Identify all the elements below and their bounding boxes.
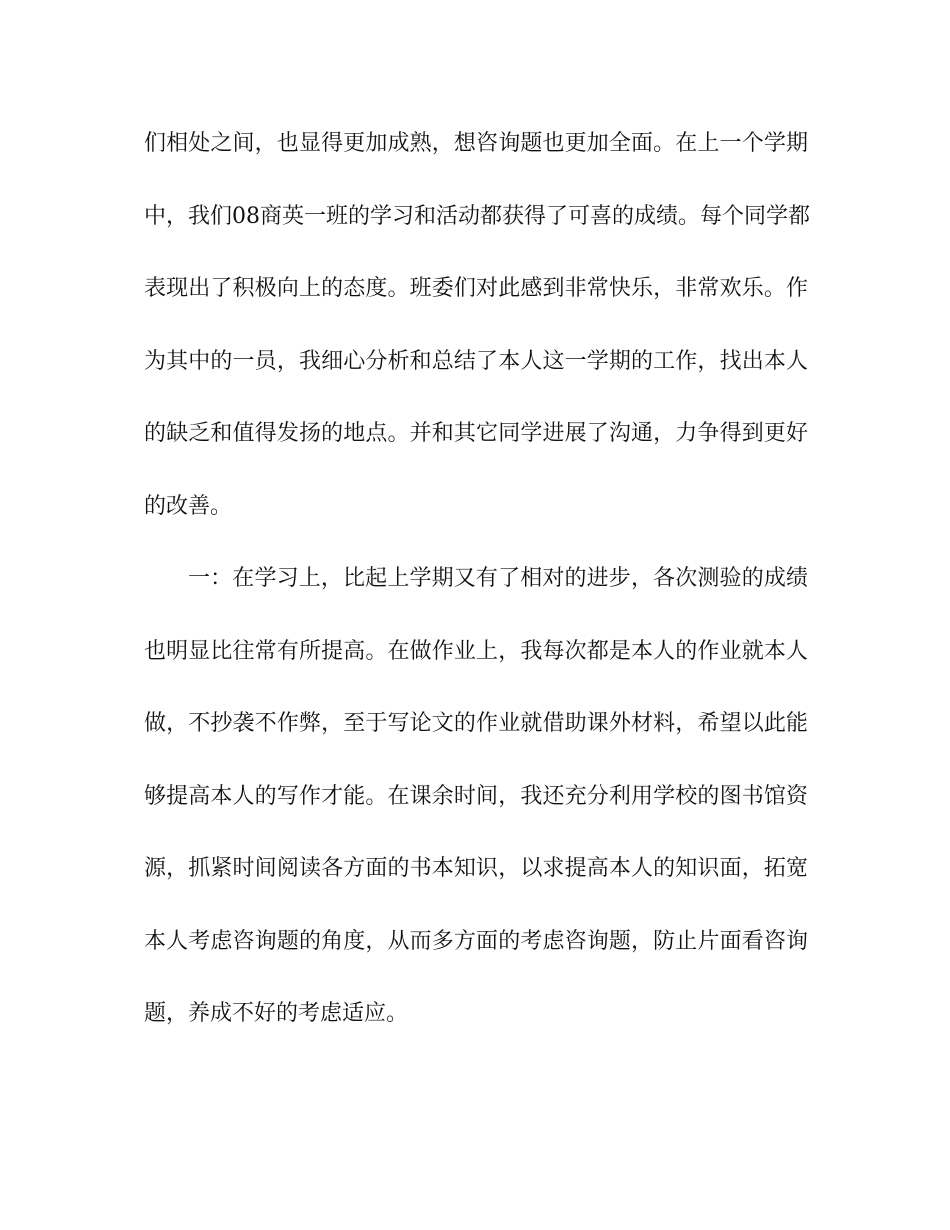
text-line-6: 的改善。: [144, 493, 233, 519]
text-line-9: 做，不抄袭不作弊，至于写论文的作业就借助课外材料，希望以此能: [144, 711, 808, 736]
text-line-5: 的缺乏和值得发扬的地点。并和其它同学进展了沟通，力争得到更好: [144, 421, 808, 446]
text-line-1: 们相处之间，也显得更加成熟，想咨询题也更加全面。在上一个学期: [144, 131, 808, 156]
text-line-10: 够提高本人的写作才能。在课余时间，我还充分利用学校的图书馆资: [144, 783, 808, 809]
text-line-4: 为其中的一员，我细心分析和总结了本人这一学期的工作，找出本人: [144, 348, 808, 374]
text-line-2: 中，我们08商英一班的学习和活动都获得了可喜的成绩。每个同学都: [144, 203, 810, 229]
text-line-8: 也明显比往常有所提高。在做作业上，我每次都是本人的作业就本人: [144, 638, 808, 664]
text-line-13: 题，养成不好的考虑适应。: [144, 1001, 409, 1026]
text-line-12: 本人考虑咨询题的角度，从而多方面的考虑咨询题，防止片面看咨询: [144, 928, 808, 954]
text-line-3: 表现出了积极向上的态度。班委们对此感到非常快乐，非常欢乐。作: [144, 276, 808, 301]
document-body: [144, 118, 808, 1061]
text-line-7: 一：在学习上，比起上学期又有了相对的进步，各次测验的成绩: [188, 566, 808, 591]
text-line-11: 源，抓紧时间阅读各方面的书本知识，以求提高本人的知识面，拓宽: [144, 856, 808, 881]
